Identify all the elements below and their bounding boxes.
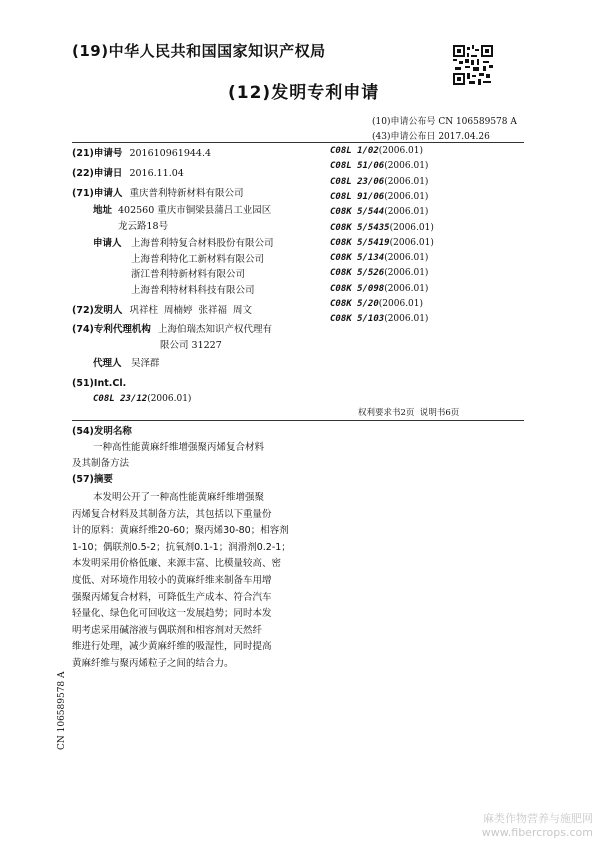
publication-number: (10)申请公布号 CN 106589578 A [372,117,517,127]
ipc-code: C08K 5/5419 [330,237,390,248]
ipc-version: (2006.01) [389,222,434,233]
agency-name-cont: 限公司 31227 [160,340,222,351]
ipc-row [330,299,423,309]
applicant2-item: 上海普利特复合材料股份有限公司 [131,238,274,249]
application-number-row [72,146,211,161]
application-number-label: (21)申请号 [72,148,123,159]
application-date: 2016.11.04 [129,168,184,179]
document-type-title: (12)发明专利申请 [228,83,380,103]
ipc-row [330,223,434,233]
ipc-version: (2006.01) [384,268,429,279]
ipc-code: C08L 23/06 [330,176,385,187]
address-label: 地址 [93,205,113,216]
ipc-code: C08L 1/02 [330,146,379,156]
ipc-code: C08K 5/526 [330,268,385,279]
ipc-version: (2006.01) [389,237,434,248]
applicant2-item: 上海普利特材料科技有限公司 [131,285,255,296]
ipc-row [330,268,428,278]
application-number: 201610961944.4 [129,148,212,159]
abstract-line: 丙烯复合材料及其制备方法，其包括以下重量份 [72,508,272,520]
int-cl-main [93,394,191,404]
ipc-code: C08K 5/5435 [330,222,390,233]
ipc-version: (2006.01) [147,394,192,404]
int-cl-label: (51)Int.Cl. [72,378,127,389]
abstract-line: 计的原料：黄麻纤维20-60；聚丙烯30-80；相容剂 [72,525,289,537]
abstract-line: 黄麻纤维与聚丙烯粒子之间的结合力。 [72,658,234,669]
publication-date: (43)申请公布日 2017.04.26 [372,132,490,142]
ipc-version: (2006.01) [384,191,429,202]
agency-label: (74)专利代理机构 [72,324,151,335]
side-publication-number: CN 106589578 A [57,671,67,750]
applicant2-label: 申请人 [93,238,122,249]
ipc-row [330,253,428,263]
ipc-row [330,192,428,202]
ipc-version: (2006.01) [384,283,429,294]
abstract-line: 度低、对环境作用较小的黄麻纤维来制备车用增 [72,575,272,586]
abstract-label: (57)摘要 [72,474,113,485]
ipc-row [330,238,434,248]
application-date-row [72,166,184,181]
inventors-row [72,303,252,318]
issuing-office: (19)中华人民共和国国家知识产权局 [72,42,326,60]
section-divider [72,420,524,421]
application-date-label: (22)申请日 [72,168,123,179]
ipc-row [330,207,428,217]
address-line-2: 龙云路18号 [118,221,169,232]
applicant2-item: 浙江普利特新材料有限公司 [131,269,246,280]
applicant-label: (71)申请人 [72,188,123,199]
ipc-row [330,161,428,171]
abstract-line: 明考虑采用碱溶液与偶联剂和相容剂对天然纤 [72,624,263,636]
abstract-line: 1-10；偶联剂0.5-2；抗氧剂0.1-1；润滑剂0.2-1； [72,541,291,553]
agent-label: 代理人 [93,358,122,369]
applicant2-item: 上海普利特化工新材料有限公司 [131,254,265,265]
abstract-line: 维进行处理，减少黄麻纤维的吸湿性，同时提高 [72,641,272,653]
abstract-line: 本发明采用价格低廉、来源丰富、比模量较高、密 [72,558,282,570]
inventors: 巩祥柱 周楠婷 张祥福 周文 [129,305,253,316]
ipc-code: C08K 5/544 [330,207,385,218]
invention-name-label: (54)发明名称 [72,426,132,437]
qr-code-icon [453,45,493,85]
ipc-version: (2006.01) [384,176,429,187]
ipc-row [330,146,423,156]
agency-row [72,322,272,337]
ipc-code: C08K 5/20 [330,299,379,309]
agent-name: 吴泽群 [131,358,160,369]
ipc-code: C08K 5/098 [330,283,385,294]
agency-name: 上海伯瑞杰知识产权代理有 [157,324,272,335]
abstract-line: 本发明公开了一种高性能黄麻纤维增强聚 [93,492,265,503]
invention-name-line-1: 一种高性能黄麻纤维增强聚丙烯复合材料 [93,442,265,453]
ipc-row [330,284,428,294]
pages-note: 权利要求书2页 说明书6页 [358,408,460,418]
ipc-code: C08L 51/06 [330,161,385,172]
ipc-version: (2006.01) [378,146,424,156]
inventors-label: (72)发明人 [72,305,123,316]
watermark-url: www.fibercrops.com [481,826,593,839]
ipc-code: C08K 5/134 [330,253,385,264]
ipc-version: (2006.01) [384,207,429,218]
address-line-1: 402560 重庆市铜梁县蒲吕工业园区 [118,205,272,216]
site-watermark [482,812,593,840]
ipc-row [330,177,428,187]
ipc-version: (2006.01) [384,161,429,172]
applicant-row [72,186,243,201]
ipc-version: (2006.01) [378,299,424,309]
abstract-line: 强聚丙烯复合材料，可降低生产成本、符合汽车 [72,591,272,603]
invention-name-line-2: 及其制备方法 [72,458,130,469]
ipc-version: (2006.01) [384,314,429,325]
ipc-code: C08L 91/06 [330,191,385,202]
applicant-name: 重庆普利特新材料有限公司 [129,188,244,199]
ipc-code: C08L 23/12 [93,394,148,404]
header-divider [72,142,524,143]
abstract-line: 轻量化、绿色化可回收这一发展趋势；同时本发 [72,608,272,620]
ipc-code: C08K 5/103 [330,314,385,325]
ipc-row [330,314,428,324]
ipc-version: (2006.01) [384,253,429,264]
watermark-title: 麻类作物营养与施肥网 [483,812,593,825]
